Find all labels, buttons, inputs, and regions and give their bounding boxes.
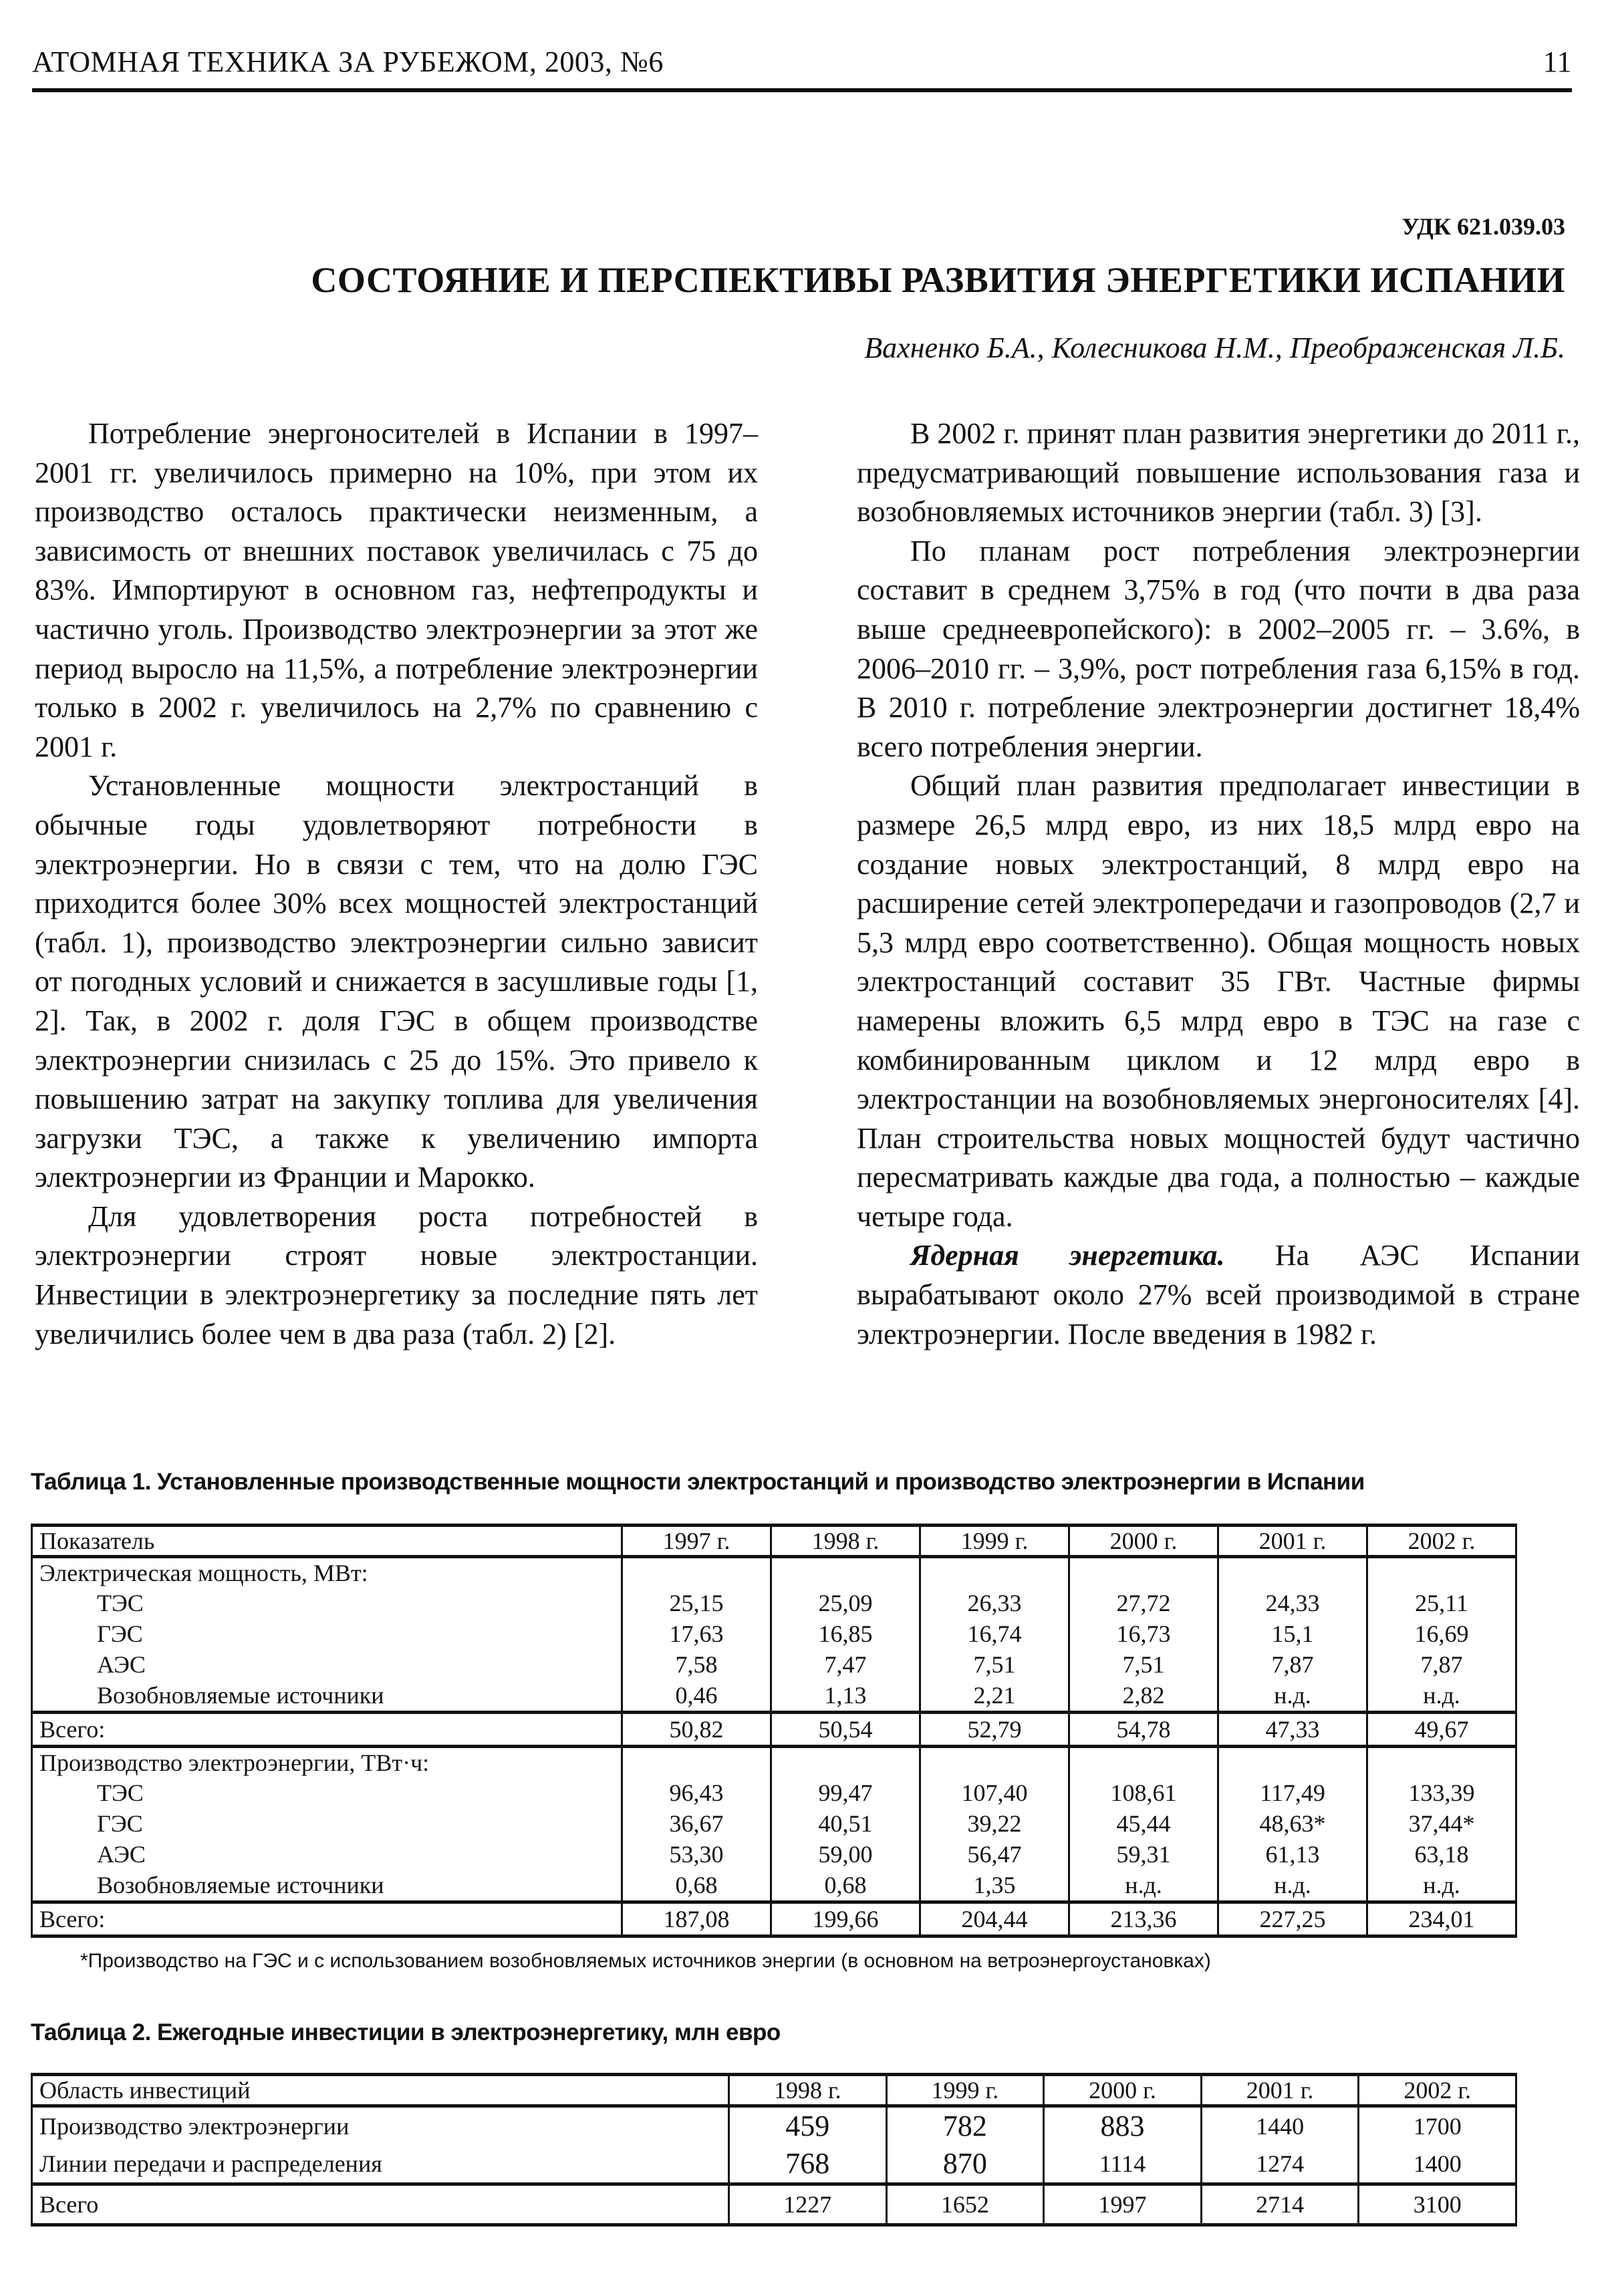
col-header: 2000 г.: [1044, 2075, 1202, 2106]
table-row: [32, 1747, 1516, 1778]
paragraph-text: На АЭС Испании вырабатывают около 27% всей производимой в стране электроэнергии. После введения в 1982 г.: [857, 1239, 1581, 1350]
left-column: [35, 414, 758, 1354]
group-label: Производство электроэнергии, ТВт·ч:: [32, 1747, 622, 1778]
group-label: Электрическая мощность, МВт:: [32, 1557, 622, 1588]
table-row: [32, 1557, 1516, 1588]
table1-footnote: *Производство на ГЭС и с использованием возобновляемых источников энергии (в основном на ветроэнергоустановках): [80, 1950, 1211, 1972]
journal-title: АТОМНАЯ ТЕХНИКА ЗА РУБЕЖОМ, 2003, №6: [32, 45, 664, 78]
paragraph: По планам рост потребления электроэнергии составит в среднем 3,75% в год (что почти в два раза выше среднеевропейского): в 2002–2005 гг. – 3.6%, в 2006–2010 гг. – 3,9%, рост потребления газа 6,15% в год. В 2010 г. потребление электроэнергии достигнет 18,4% всего потребления энергии.: [857, 534, 1580, 763]
table-row: ТЭС 96,43 99,47 107,40 108,61 117,49 133,39: [32, 1777, 1516, 1808]
article-authors: Вахненко Б.А., Колесникова Н.М., Преображенская Л.Б.: [864, 331, 1565, 364]
col-header: 2000 г.: [1069, 1526, 1218, 1557]
table1: [31, 1524, 1517, 1938]
article-title: СОСТОЯНИЕ И ПЕРСПЕКТИВЫ РАЗВИТИЯ ЭНЕРГЕТИКИ ИСПАНИИ: [311, 260, 1565, 300]
col-header: 2001 г.: [1218, 1526, 1367, 1557]
total-row: Всего: 187,08 199,66 204,44 213,36 227,25 234,01: [32, 1902, 1516, 1936]
table-row: Производство электроэнергии 459 782 883 1440 1700: [32, 2106, 1516, 2146]
table1-caption: Таблица 1. Установленные производственные мощности электростанций и производство электроэнергии в Испании: [31, 1469, 1365, 1495]
table-row: Линии передачи и распределения 768 870 1114 1274 1400: [32, 2145, 1516, 2184]
table-row: АЭС 7,58 7,47 7,51 7,51 7,87 7,87: [32, 1649, 1516, 1680]
table-row: Возобновляемые источники 0,68 0,68 1,35 н.д. н.д. н.д.: [32, 1870, 1516, 1902]
paragraph: [857, 1236, 1580, 1354]
col-header: 2001 г.: [1201, 2075, 1359, 2106]
col-header: Область инвестиций: [32, 2075, 729, 2106]
table2-caption: Таблица 2. Ежегодные инвестиции в электроэнергетику, млн евро: [31, 2019, 781, 2045]
paragraph: Общий план развития предполагает инвестиции в размере 26,5 млрд евро, из них 18,5 млрд евро на создание новых электростанций, 8 млрд евро на расширение сетей электропередачи и газопроводов (2,7 и 5,3 млрд евро соответственно). Общая мощность новых электростанций составит 35 ГВт. Частные фирмы намерены вложить 6,5 млрд евро в ТЭС на газе с комбинированным циклом и 12 млрд евро в электростанции на возобновляемых энергоносителях [4]. План строительства новых мощностей будут частично пересматривать каждые два года, а полностью – каждые четыре года.: [857, 769, 1580, 1233]
col-header: 1999 г.: [920, 1526, 1069, 1557]
col-header: 2002 г.: [1359, 2075, 1516, 2106]
udk-code: УДК 621.039.03: [1401, 213, 1565, 240]
paragraph: Установленные мощности электростанций в обычные годы удовлетворяют потребности в электроэнергии. Но в связи с тем, что на долю ГЭС приходится более 30% всех мощностей электростанций (табл. 1), производство электроэнергии сильно зависит от погодных условий и снижается в засушливые годы [1, 2]. Так, в 2002 г. доля ГЭС в общем производстве электроэнергии снизилась с 25 до 15%. Это привело к повышению затрат на закупку топлива для увеличения загрузки ТЭС, а также к увеличению импорта электроэнергии из Франции и Марокко.: [35, 769, 758, 1194]
section-heading: Ядерная энергетика.: [910, 1239, 1225, 1272]
col-header: Показатель: [32, 1526, 622, 1557]
paragraph: Для удовлетворения роста потребностей в электроэнергии строят новые электростанции. Инвестиции в электроэнергетику за последние пять лет увеличились более чем в два раза (табл. 2) [2].: [35, 1199, 758, 1350]
col-header: 2002 г.: [1367, 1526, 1516, 1557]
table2: [31, 2073, 1517, 2227]
running-header: [32, 27, 1572, 92]
col-header: 1999 г.: [886, 2075, 1044, 2106]
table-row: ГЭС 17,63 16,85 16,74 16,73 15,1 16,69: [32, 1618, 1516, 1649]
col-header: 1997 г.: [622, 1526, 771, 1557]
table-row: АЭС 53,30 59,00 56,47 59,31 61,13 63,18: [32, 1839, 1516, 1870]
paragraph: В 2002 г. принят план развития энергетики до 2011 г., предусматривающий повышение использования газа и возобновляемых источников энергии (табл. 3) [3].: [857, 417, 1580, 529]
paragraph: Потребление энергоносителей в Испании в 1997–2001 гг. увеличилось примерно на 10%, при этом их производство осталось практически неизменным, а зависимость от внешних поставок увеличилась с 75 до 83%. Импортируют в основном газ, нефтепродукты и частично уголь. Производство электроэнергии за этот же период выросло на 11,5%, а потребление электроэнергии только в 2002 г. увеличилось на 2,7% по сравнению с 2001 г.: [35, 417, 758, 763]
table-row: ГЭС 36,67 40,51 39,22 45,44 48,63* 37,44*: [32, 1808, 1516, 1839]
col-header: 1998 г.: [729, 2075, 887, 2106]
total-row: Всего: 50,82 50,54 52,79 54,78 47,33 49,67: [32, 1713, 1516, 1747]
table-row: ТЭС 25,15 25,09 26,33 27,72 24,33 25,11: [32, 1588, 1516, 1618]
page-number: 11: [1543, 45, 1572, 78]
table-row: Возобновляемые источники 0,46 1,13 2,21 2,82 н.д. н.д.: [32, 1680, 1516, 1713]
col-header: 1998 г.: [771, 1526, 920, 1557]
total-row: Всего 1227 1652 1997 2714 3100: [32, 2184, 1516, 2225]
right-column: [857, 414, 1580, 1354]
